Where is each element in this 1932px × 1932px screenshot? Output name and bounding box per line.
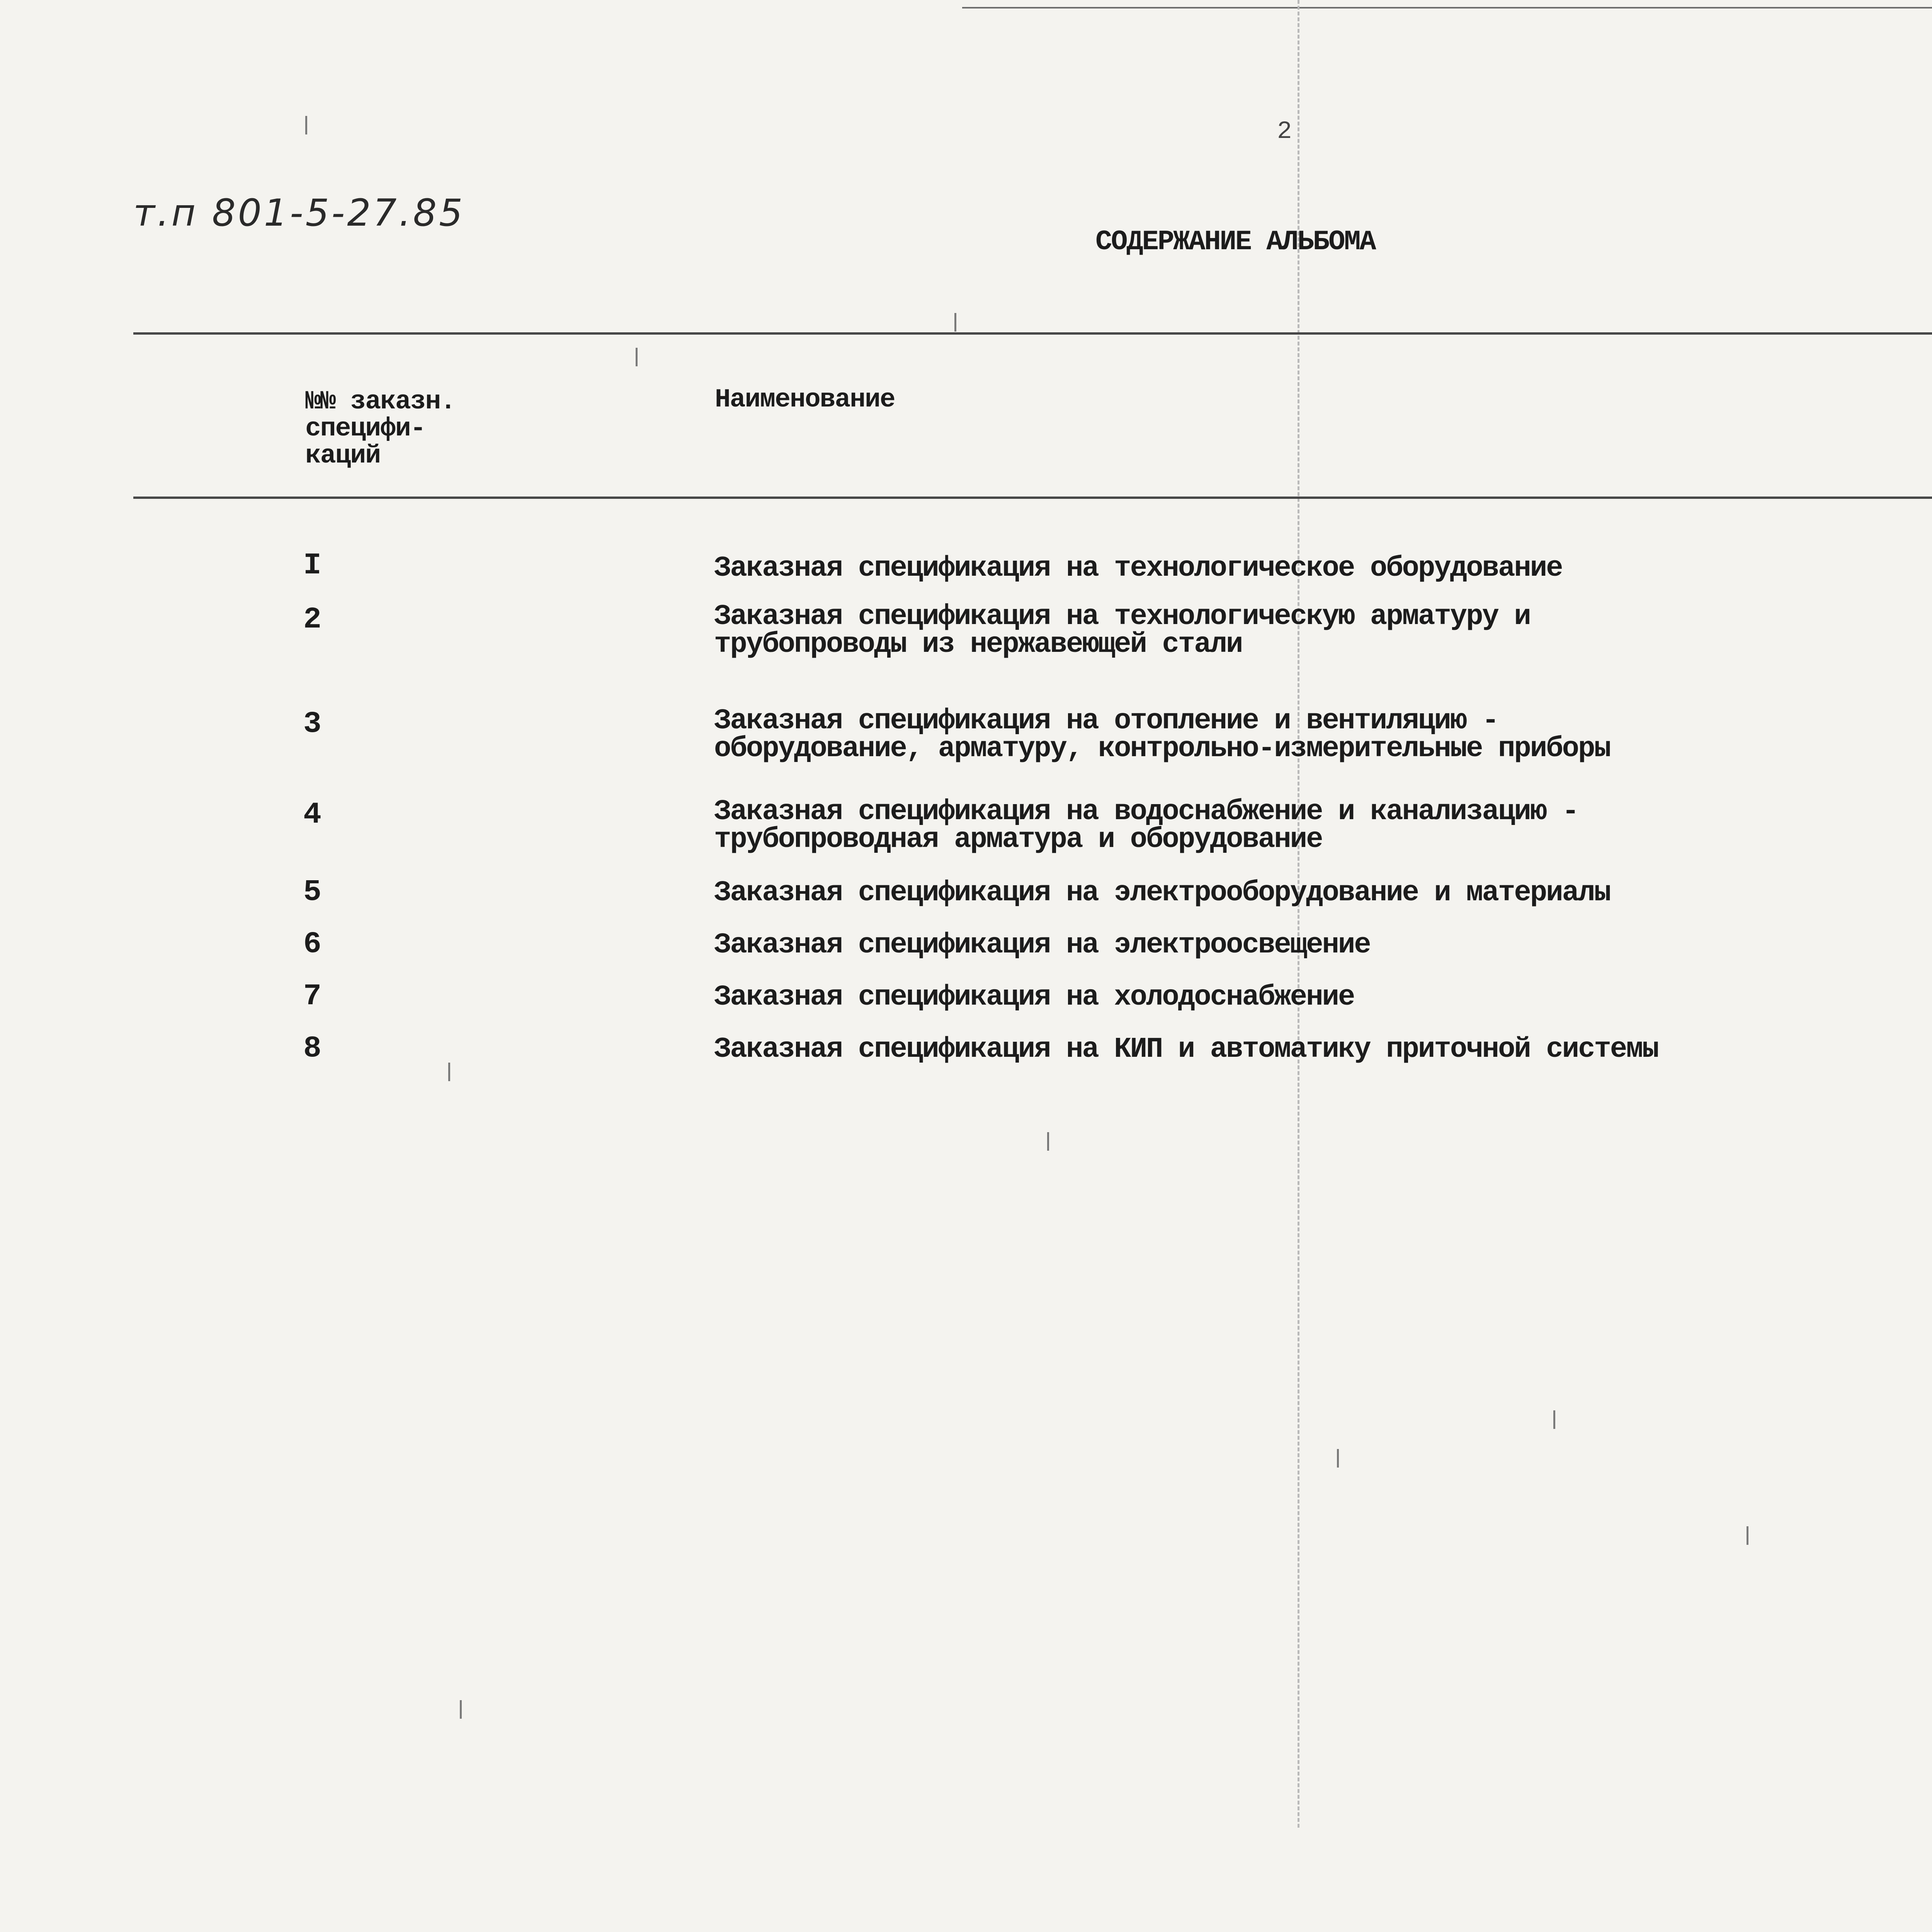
row-name: Заказная спецификация на холодоснабжение xyxy=(714,981,1354,1014)
table-top-rule xyxy=(133,332,1932,335)
page-border-top xyxy=(962,7,1932,9)
row-name: Заказная спецификация на отопление и вентиляцию - оборудование, арматуру, контрольно-измерительные приборы xyxy=(714,705,1610,765)
project-code: т.п 801-5-27.85 xyxy=(133,191,465,235)
row-number: 4 xyxy=(303,798,321,832)
scan-speck xyxy=(1337,1449,1339,1468)
header-bottom-rule xyxy=(133,497,1932,499)
row-number: 8 xyxy=(303,1032,321,1066)
row-number: 2 xyxy=(303,603,321,637)
scan-speck xyxy=(1747,1526,1748,1545)
header-spec-number: №№ заказн. специфи- каций xyxy=(305,387,456,471)
scan-speck xyxy=(460,1700,462,1719)
row-name: Заказная спецификация на технологическое оборудование xyxy=(714,552,1562,585)
scan-speck xyxy=(448,1063,450,1081)
page-number: 2 xyxy=(1277,118,1292,146)
row-name: Заказная спецификация на электроосвещение xyxy=(714,929,1370,961)
row-number: 7 xyxy=(303,980,321,1014)
row-number: 3 xyxy=(303,707,321,741)
scan-speck xyxy=(636,348,638,366)
row-number: 5 xyxy=(303,875,321,909)
scan-speck xyxy=(1553,1410,1555,1429)
header-name: Наименование xyxy=(715,385,895,415)
row-number: I xyxy=(303,549,321,583)
row-name: Заказная спецификация на технологическую арматуру и трубопроводы из нержавеющей стали xyxy=(714,600,1530,661)
row-name: Заказная спецификация на КИП и автоматику приточной системы xyxy=(714,1033,1658,1066)
scan-speck xyxy=(305,116,307,134)
scan-speck xyxy=(954,313,956,332)
fold-line xyxy=(1298,0,1299,1828)
page-title: СОДЕРЖАНИЕ АЛЬБОМА xyxy=(1095,226,1375,258)
row-name: Заказная спецификация на электрооборудование и материалы xyxy=(714,877,1610,909)
row-number: 6 xyxy=(303,927,321,961)
scan-speck xyxy=(1047,1132,1049,1151)
row-name: Заказная спецификация на водоснабжение и канализацию - трубопроводная арматура и оборудование xyxy=(714,796,1578,856)
